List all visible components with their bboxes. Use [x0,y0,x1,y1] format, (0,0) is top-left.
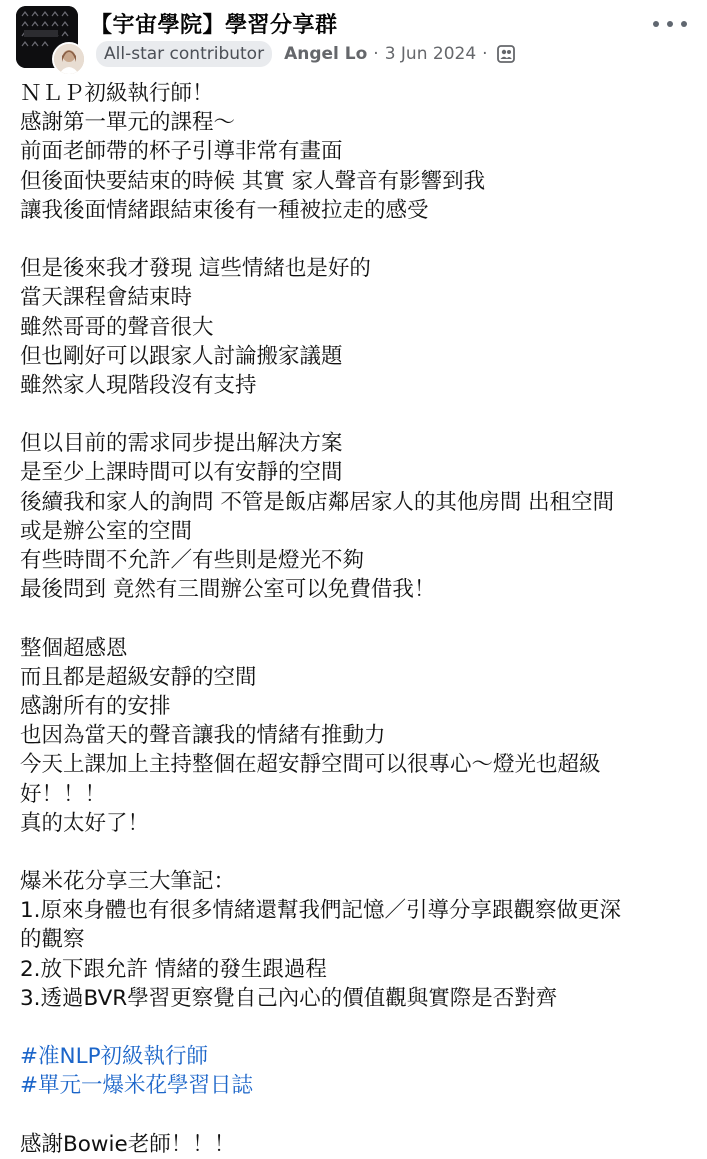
post-text-line: 但是後來我才發現 這些情緒也是好的 [20,256,371,282]
post-text-line: 後續我和家人的詢問 不管是飯店鄰居家人的其他房間 出租空間 [20,489,615,515]
blank-line [20,838,692,867]
post-text-line: 最後問到 竟然有三間辦公室可以免費借我！ [20,577,436,603]
post-text-line: 今天上課加上主持整個在超安靜空間可以很專心～燈光也超級 [20,752,601,778]
blank-line [20,1101,692,1130]
author-name[interactable]: Angel Lo [284,44,368,64]
post-text [20,79,692,1042]
post-text-line: 雖然哥哥的聲音很大 [20,314,214,340]
post-text-line: 感謝所有的安排 [20,693,171,719]
post-body [20,79,692,1159]
post-text-line: 有些時間不允許／有些則是燈光不夠 [20,548,365,573]
post-text-line: 感謝第一單元的課程～ [20,110,236,136]
group-name[interactable]: 【宇宙學院】學習分享群 [90,13,338,38]
post-text-line: 前面老師帶的杯子引導非常有畫面 [20,139,343,165]
post-text-line: 而且都是超級安靜的空間 [20,664,257,690]
post-meta [96,40,516,68]
more-options-icon [653,21,659,27]
post-date[interactable]: 3 Jun 2024 [384,44,477,64]
post-text-line: 或是辦公室的空間 [20,518,193,544]
more-options-button[interactable] [653,14,687,34]
meta-separator: · [373,44,379,64]
post-text-line: 讓我後面情緒跟結束後有一種被拉走的感受 [20,197,429,223]
more-options-icon-dot [681,21,687,27]
post-text-line: 真的太好了！ [20,810,150,836]
hashtag-link[interactable]: #准NLP初級執行師 [20,1044,209,1070]
hashtag-link[interactable]: #單元一爆米花學習日誌 [20,1073,254,1099]
contributor-badge[interactable]: All-star contributor [96,41,272,67]
post-header [0,0,707,76]
post-text-line: 當天課程會結束時 [20,285,193,311]
blank-line [20,604,692,633]
user-avatar-image [54,44,84,74]
post-text-line: 1.原來身體也有很多情緒還幫我們記憶／引導分享跟觀察做更深 [20,898,622,924]
post-text-line: 的觀察 [20,927,85,953]
closing-line: 感謝Bowie老師！！！ [20,1131,236,1157]
post-text-line: 雖然家人現階段沒有支持 [20,372,257,398]
blank-line [20,1013,692,1042]
post-text-line: ＮＬＰ初級執行師！ [20,81,214,106]
post-text-line: 但後面快要結束的時候 其實 家人聲音有影響到我 [20,168,486,194]
group-audience-icon [496,44,516,64]
post-text-line: 爆米花分享三大筆記： [20,869,236,895]
post-text-line: 3.透過BVR學習更察覺自己內心的價值觀與實際是否對齊 [20,985,558,1011]
post-text-line: 整個超感恩 [20,635,128,661]
user-avatar[interactable] [52,42,86,76]
more-options-icon-dot [667,21,673,27]
post-text-line: 好！！！ [20,781,107,807]
post-text-line: 但也剛好可以跟家人討論搬家議題 [20,343,343,369]
post-text-line: 是至少上課時間可以有安靜的空間 [20,460,343,486]
blank-line [20,225,692,254]
blank-line [20,400,692,429]
meta-separator-2: · [482,44,488,64]
post-text-line: 但以目前的需求同步提出解決方案 [20,431,343,457]
post-text-line: 也因為當天的聲音讓我的情緒有推動力 [20,723,386,749]
post-text-line: 2.放下跟允許 情緒的發生跟過程 [20,956,327,982]
